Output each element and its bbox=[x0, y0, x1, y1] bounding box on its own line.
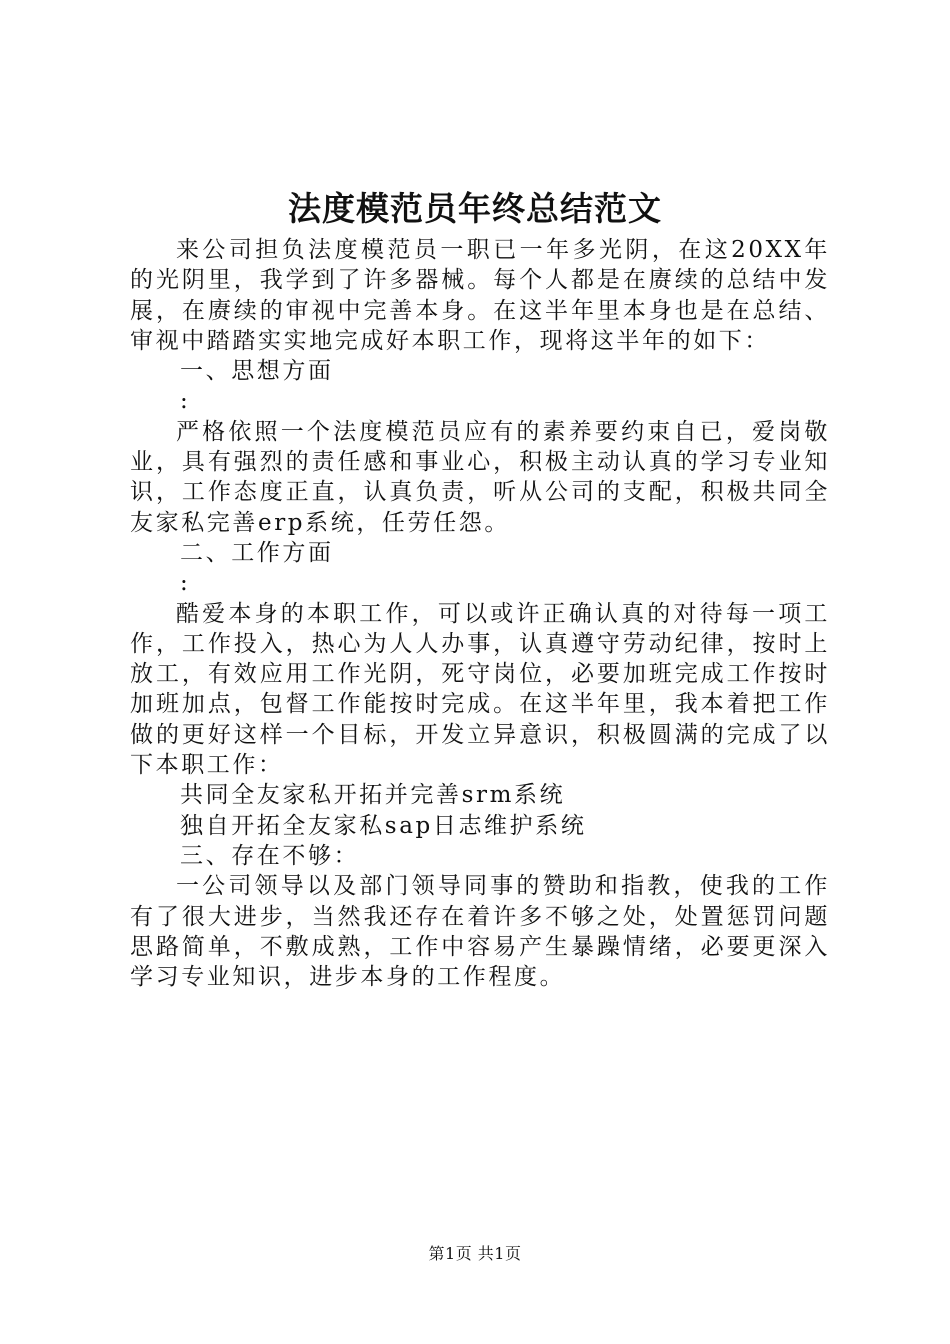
section2-item-srm: 共同全友家私开拓并完善srm系统 bbox=[180, 782, 566, 809]
section1-colon: : bbox=[180, 388, 191, 415]
page-footer: 第1页 共1页 bbox=[428, 1244, 522, 1263]
intro-paragraph: 来公司担负法度模范员一职已一年多光阴，在这20XX年的光阴里，我学到了许多器械。每个人都是在赓续的总结中发展，在赓续的审视中完善本身。在这半年里本身也是在总结、审视中踏踏实实地完成好本职工作，现将这半年的如下： bbox=[130, 237, 830, 354]
section1-paragraph: 严格依照一个法度模范员应有的素养要约束自已，爱岗敬业，具有强烈的责任感和事业心，积极主动认真的学习专业知识，工作态度正直，认真负责，听从公司的支配，积极共同全友家私完善erp系统，任劳任怨。 bbox=[130, 418, 830, 536]
section2-colon: : bbox=[180, 570, 191, 597]
document-body bbox=[130, 235, 830, 992]
section3-paragraph: 一公司领导以及部门领导同事的赞助和指教，使我的工作有了很大进步，当然我还存在着许多不够之处，处置惩罚问题思路简单，不敷成熟，工作中容易产生暴躁情绪，必要更深入学习专业知识，进步本身的工作程度。 bbox=[130, 873, 830, 991]
document-title: 法度模范员年终总结范文 bbox=[288, 189, 662, 228]
section2-heading: 二、工作方面 bbox=[180, 539, 334, 566]
section3-heading: 三、存在不够： bbox=[180, 842, 360, 869]
section2-item-sap: 独自开拓全友家私sap日志维护系统 bbox=[180, 812, 587, 839]
section1-heading: 一、思想方面 bbox=[180, 358, 334, 385]
section2-paragraph: 酷爱本身的本职工作，可以或许正确认真的对待每一项工作，工作投入，热心为人人办事，认真遵守劳动纪律，按时上放工，有效应用工作光阴，死守岗位，必要加班完成工作按时加班加点，包督工作能按时完成。在这半年里，我本着把工作做的更好这样一个目标，开发立异意识，积极圆满的完成了以下本职工作： bbox=[130, 600, 830, 779]
